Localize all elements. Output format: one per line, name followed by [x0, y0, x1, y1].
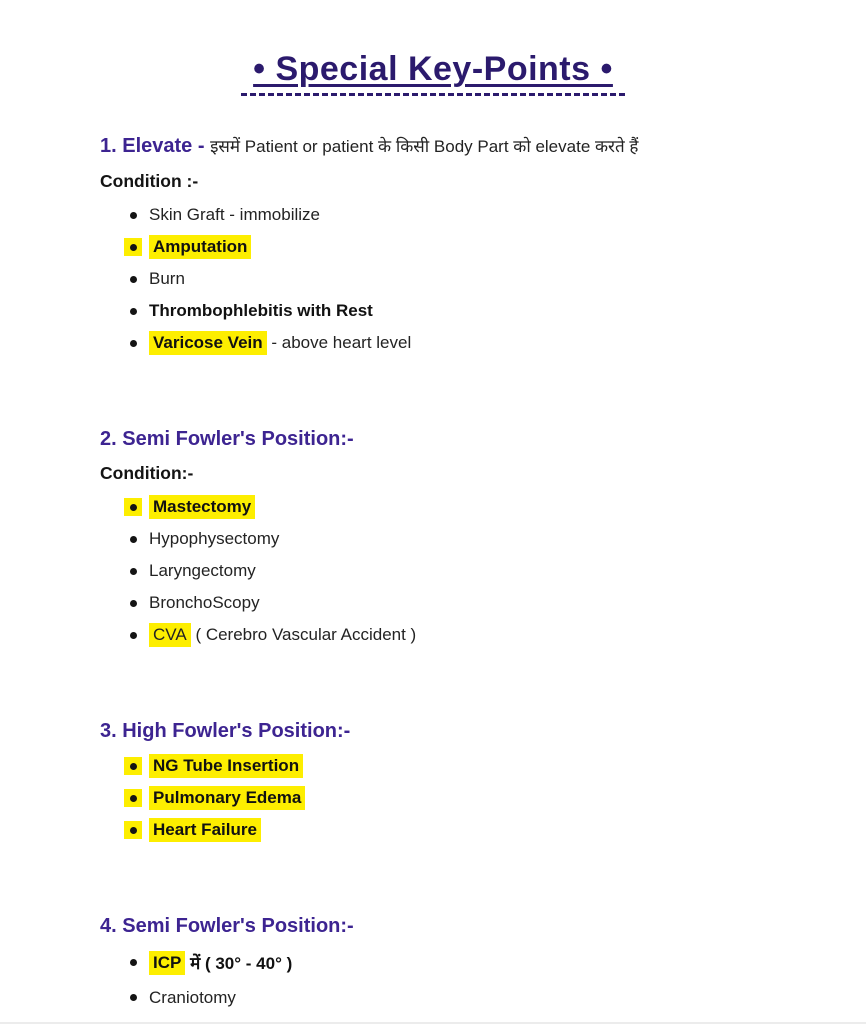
item-text: BronchoScopy — [149, 593, 260, 613]
item-text: NG Tube Insertion — [149, 754, 303, 778]
section-semi-fowlers — [100, 425, 806, 651]
item-text: Mastectomy — [149, 495, 255, 519]
item-text: Craniotomy — [149, 987, 236, 1007]
item-text: CVA — [149, 623, 191, 647]
section-semi-fowlers-2 — [100, 912, 806, 1015]
item-text: Pulmonary Edema — [149, 786, 305, 810]
list-item — [124, 980, 806, 1015]
notes-content — [100, 132, 806, 1015]
section-heading — [100, 132, 806, 161]
section-heading-label: 4. Semi Fowler's Position:- — [100, 915, 354, 938]
bullet-list — [100, 750, 806, 846]
bullet-list — [100, 945, 806, 1015]
condition-label: Condition :- — [100, 171, 199, 192]
section-heading — [100, 912, 806, 940]
bullet-icon — [124, 498, 142, 516]
bullet-icon — [124, 206, 142, 224]
item-suffix: - above heart level — [266, 333, 412, 353]
item-text: Amputation — [149, 235, 251, 259]
list-item — [124, 587, 806, 619]
list-item — [124, 491, 806, 523]
item-text: Laryngectomy — [149, 561, 256, 581]
bullet-icon — [124, 530, 142, 548]
bullet-icon — [124, 594, 142, 612]
list-item — [124, 231, 806, 263]
title-container — [0, 0, 866, 96]
bullet-icon — [124, 626, 142, 644]
section-high-fowlers — [100, 717, 806, 846]
page-title: • Special Key-Points • — [241, 50, 625, 96]
item-text: Thrombophlebitis with Rest — [149, 301, 373, 321]
list-item — [124, 199, 806, 231]
list-item — [124, 295, 806, 327]
bullet-list — [100, 199, 806, 359]
section-elevate — [100, 132, 806, 359]
item-suffix: में ( 30° - 40° ) — [185, 954, 293, 974]
item-text: Hypophysectomy — [149, 529, 280, 549]
section-heading-label: 3. High Fowler's Position:- — [100, 720, 351, 743]
list-item — [124, 523, 806, 555]
list-item — [124, 555, 806, 587]
item-suffix: ( Cerebro Vascular Accident ) — [190, 625, 417, 645]
list-item — [124, 782, 806, 814]
section-heading — [100, 425, 806, 453]
bullet-icon — [124, 562, 142, 580]
bullet-icon — [124, 334, 142, 352]
bullet-icon — [124, 238, 142, 256]
section-heading-label: 2. Semi Fowler's Position:- — [100, 428, 354, 451]
bullet-icon — [124, 989, 142, 1007]
list-item — [124, 750, 806, 782]
list-item — [124, 945, 806, 980]
bullet-icon — [124, 821, 142, 839]
list-item — [124, 814, 806, 846]
bullet-icon — [124, 789, 142, 807]
section-heading — [100, 717, 806, 745]
list-item — [124, 619, 806, 651]
item-text: Burn — [149, 269, 185, 289]
bullet-icon — [124, 954, 142, 972]
bullet-icon — [124, 270, 142, 288]
condition-label: Condition:- — [100, 463, 194, 484]
list-item — [124, 263, 806, 295]
item-text: Skin Graft - immobilize — [149, 205, 320, 225]
list-item — [124, 327, 806, 359]
item-text: Heart Failure — [149, 818, 261, 842]
section-description: इसमें Patient or patient के किसी Body Part को elevate करते हैं — [210, 137, 639, 157]
item-text: Varicose Vein — [149, 331, 267, 355]
bullet-icon — [124, 302, 142, 320]
bullet-list — [100, 491, 806, 651]
section-heading-label: 1. Elevate - — [100, 135, 211, 158]
bullet-icon — [124, 757, 142, 775]
item-text: ICP — [149, 951, 185, 975]
